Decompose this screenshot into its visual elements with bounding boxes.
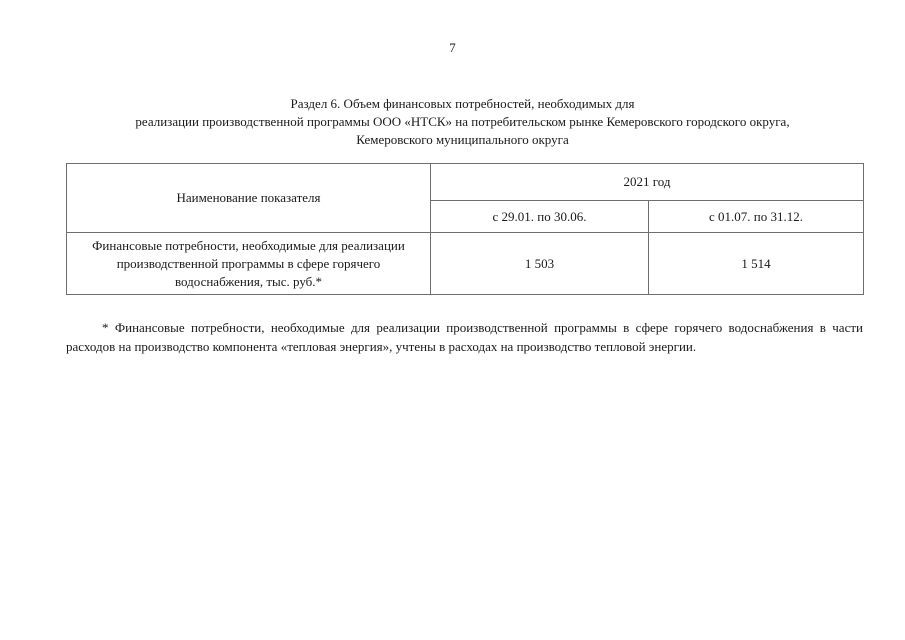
period-2-header: с 01.07. по 31.12. (649, 201, 864, 233)
period-1-value-cell: 1 503 (431, 233, 649, 295)
year-header: 2021 год (431, 164, 864, 201)
section-heading (60, 95, 865, 149)
heading-line-3: Кемеровского муниципального округа (356, 132, 569, 147)
period-2-value-cell: 1 514 (649, 233, 864, 295)
financial-needs-table (66, 163, 864, 295)
heading-line-1: Раздел 6. Объем финансовых потребностей, необходимых для (290, 96, 635, 111)
indicator-column-header: Наименование показателя (67, 164, 431, 233)
period-1-header: с 29.01. по 30.06. (431, 201, 649, 233)
table-row (67, 233, 864, 295)
indicator-name-cell: Финансовые потребности, необходимые для реализации производственной программы в сфере горячего водоснабжения, тыс. руб.* (67, 233, 431, 295)
table-header-row (67, 164, 864, 201)
page-number: 7 (449, 40, 456, 55)
heading-line-2: реализации производственной программы ООО «НТСК» на потребительском рынке Кемеровского городского округа, (135, 114, 790, 129)
footnote: * Финансовые потребности, необходимые для реализации производственной программы в сфере горячего водоснабжения в части расходов на производство компонента «тепловая энергия», учтены в расходах на производство тепловой энергии. (66, 320, 863, 354)
